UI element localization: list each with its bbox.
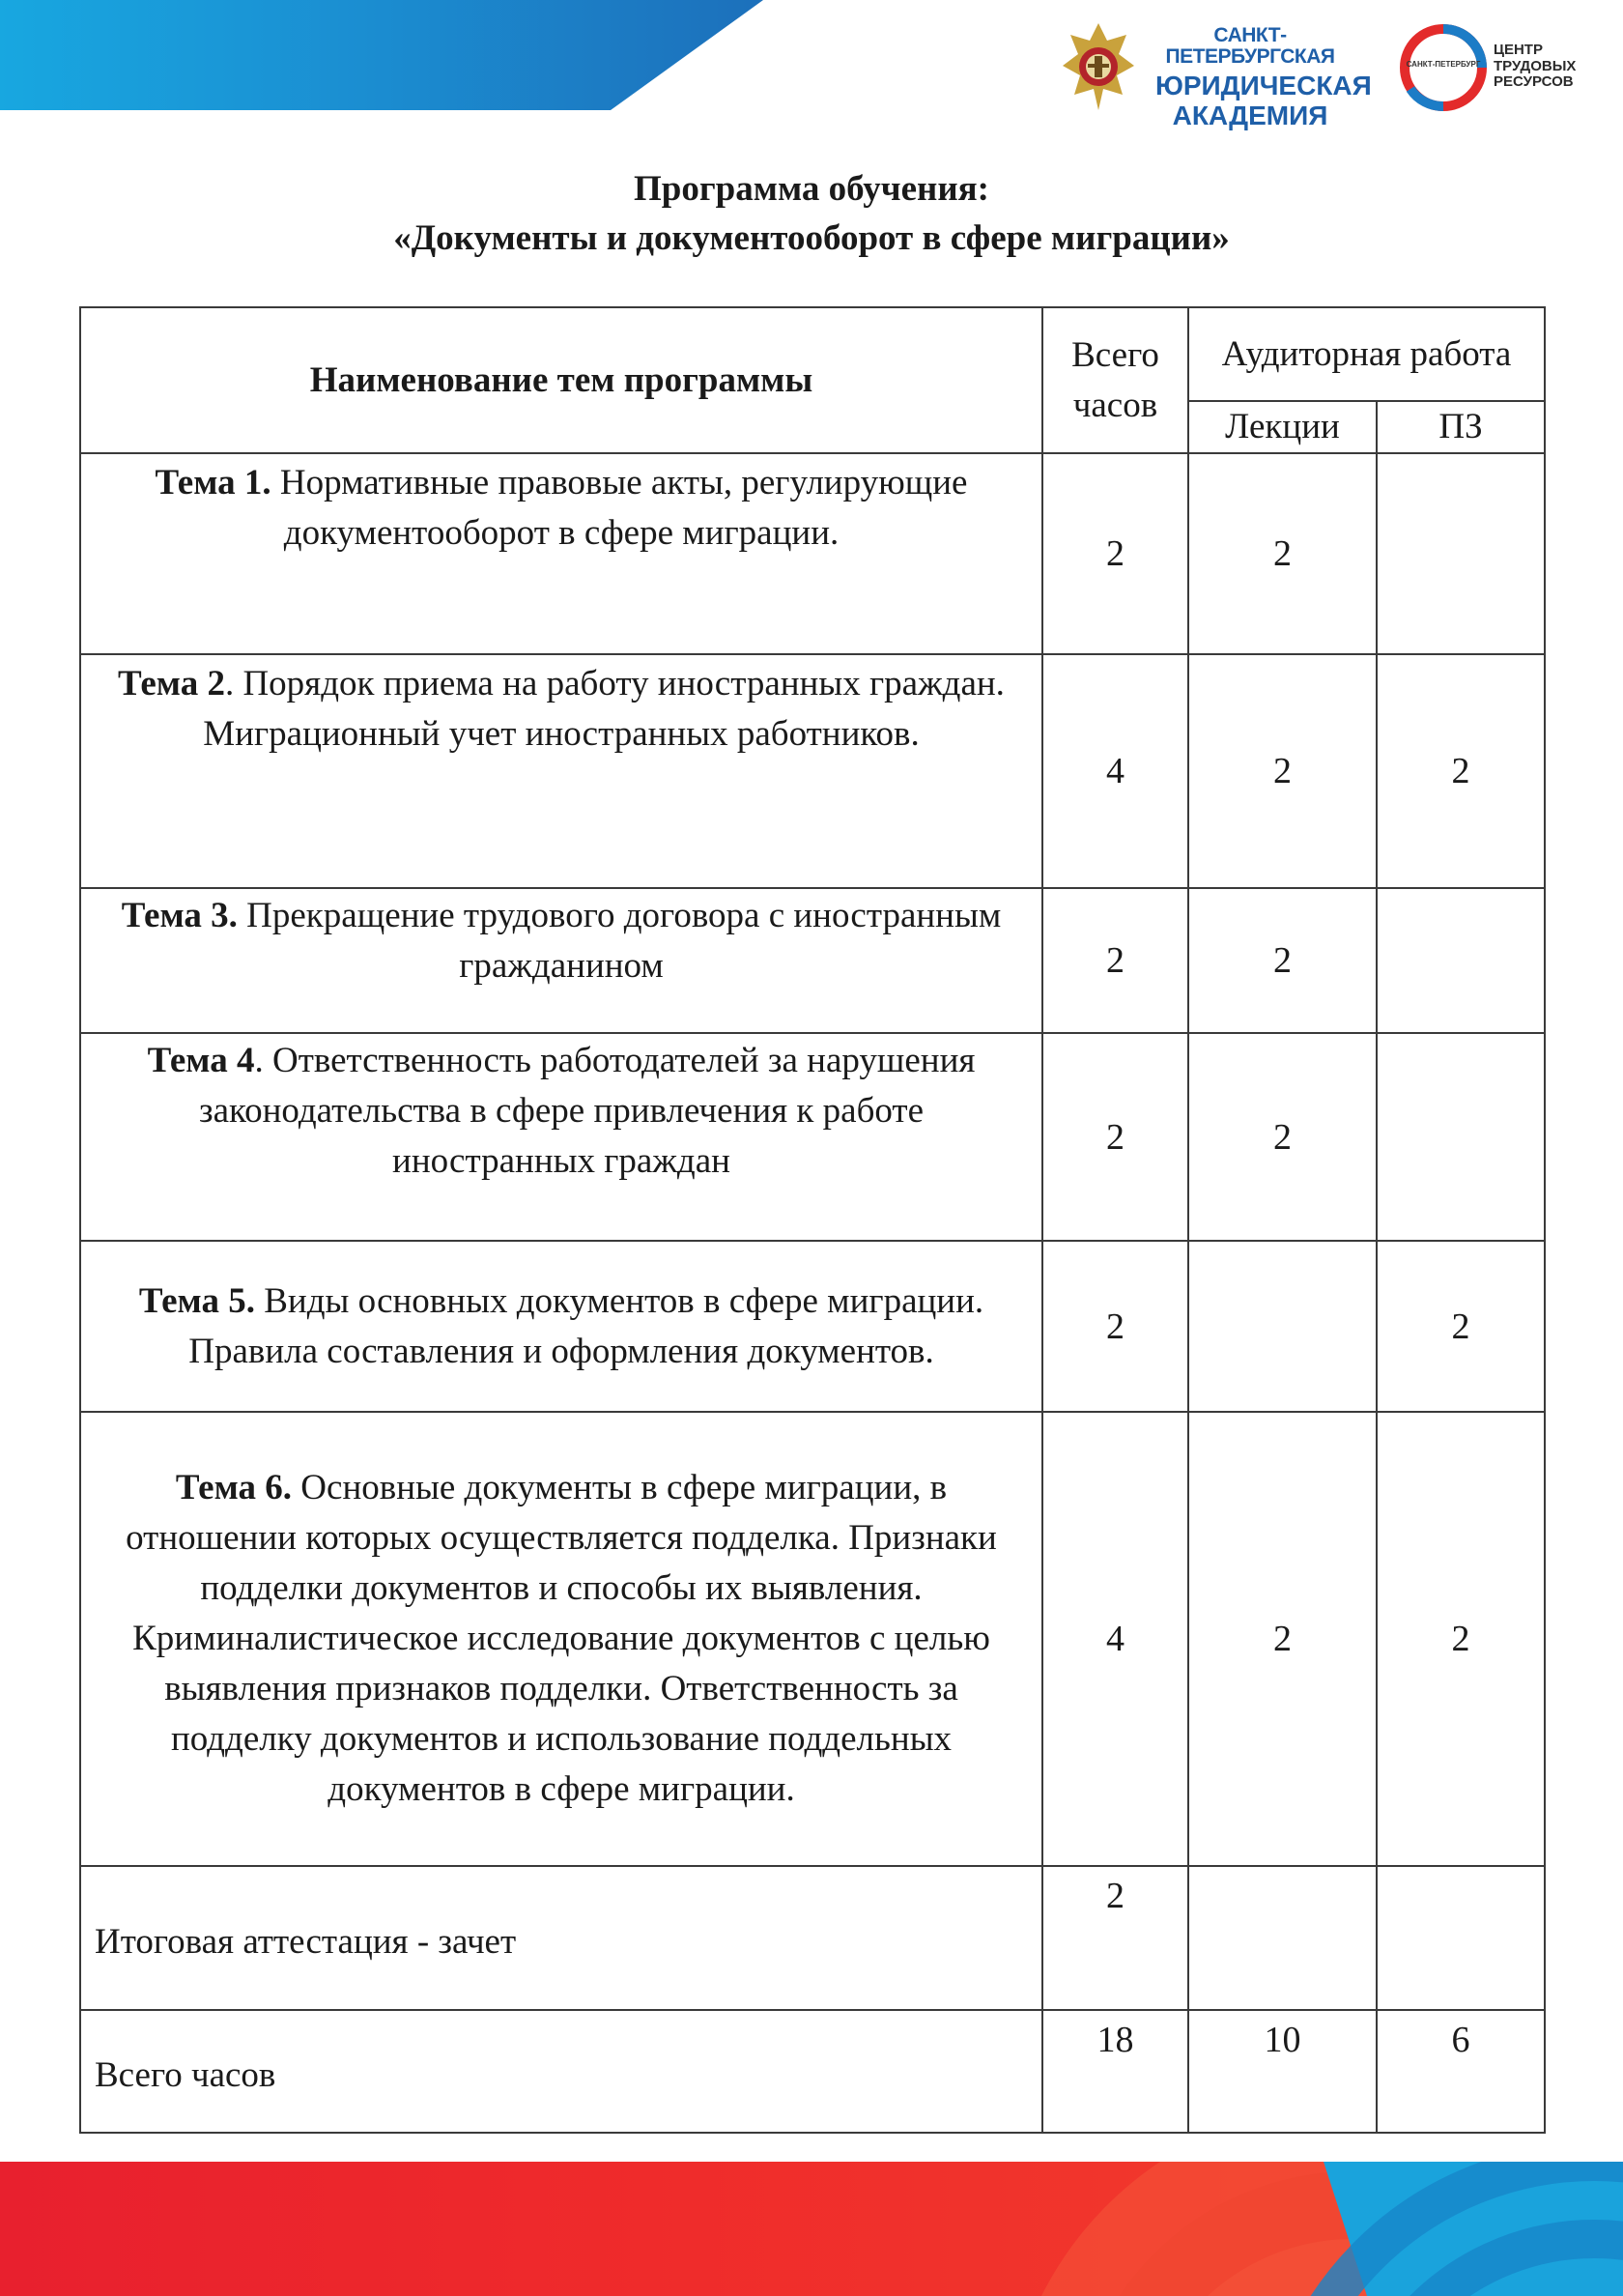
topic-label: Тема 3. (121, 896, 238, 935)
title-line1: Программа обучения: (634, 169, 989, 209)
table-row (80, 453, 1545, 654)
center-logo-text (1494, 43, 1576, 91)
lecture-hours: 2 (1188, 654, 1377, 888)
top-blue-band (0, 0, 763, 110)
header-name: Наименование тем программы (80, 307, 1042, 453)
pz-hours: 6 (1377, 2010, 1545, 2133)
topic-text-2: Миграционный учет иностранных работников. (203, 714, 920, 754)
lecture-hours (1188, 1866, 1377, 2010)
total-hours: 2 (1042, 1866, 1188, 2010)
topic-label: Тема 6. (175, 1468, 293, 1507)
program-table (79, 306, 1546, 2134)
topic-label: Тема 2 (118, 664, 225, 703)
title-line2: «Документы и документооборот в сфере миграции» (393, 218, 1230, 258)
topic-text: . Порядок приема на работу иностранных граждан. (224, 664, 1005, 703)
academy-emblem-icon (1061, 21, 1136, 114)
total-hours: 4 (1042, 654, 1188, 888)
center-line3: РЕСУРСОВ (1494, 73, 1574, 90)
topic-cell (80, 1241, 1042, 1412)
table-header-row (80, 307, 1545, 401)
table-row-summary (80, 2010, 1545, 2133)
summary-label: Всего часов (80, 2010, 1042, 2133)
header-pz: ПЗ (1377, 401, 1545, 453)
academy-logo-text (1155, 24, 1372, 131)
header-aud: Аудиторная работа (1188, 307, 1545, 401)
topic-text: Основные документы в сфере миграции, в отношении которых осуществляется подделка. Признаки подделки документов и способы их выявления. Криминалистическое исследование документов с целью выявления признаков подделки. Ответственность за подделку документов и использование поддельных документов в сфере миграции. (126, 1468, 997, 1809)
lecture-hours: 2 (1188, 1033, 1377, 1241)
total-hours: 2 (1042, 453, 1188, 654)
topic-text: Прекращение трудового договора с иностранным гражданином (237, 896, 1002, 986)
lecture-hours: 2 (1188, 1412, 1377, 1866)
center-line1: ЦЕНТР (1494, 42, 1543, 58)
total-hours: 2 (1042, 1241, 1188, 1412)
pz-hours: 2 (1377, 1241, 1545, 1412)
total-hours: 18 (1042, 2010, 1188, 2133)
table-row (80, 1033, 1545, 1241)
center-line2: ТРУДОВЫХ (1494, 57, 1577, 74)
table-row (80, 654, 1545, 888)
table-row (80, 1241, 1545, 1412)
lecture-hours: 2 (1188, 453, 1377, 654)
topic-cell (80, 1033, 1042, 1241)
topic-cell (80, 1412, 1042, 1866)
lecture-hours (1188, 1241, 1377, 1412)
header-lectures: Лекции (1188, 401, 1377, 453)
topic-label: Тема 1. (155, 463, 271, 502)
pz-hours (1377, 1033, 1545, 1241)
topic-text: Нормативные правовые акты, регулирующие документооборот в сфере миграции. (270, 463, 968, 553)
table-row (80, 1412, 1545, 1866)
total-hours: 2 (1042, 888, 1188, 1033)
table-row (80, 888, 1545, 1033)
academy-line2: ЮРИДИЧЕСКАЯ (1155, 71, 1372, 101)
table-row-final (80, 1866, 1545, 2010)
bottom-arcs-decor (0, 2162, 1623, 2296)
header-total: Всего часов (1042, 307, 1188, 453)
total-hours: 2 (1042, 1033, 1188, 1241)
topic-cell (80, 888, 1042, 1033)
topic-label: Тема 5. (138, 1280, 255, 1321)
bottom-decor-band (0, 2162, 1623, 2296)
academy-line1: САНКТ-ПЕТЕРБУРГСКАЯ (1165, 24, 1335, 69)
pz-hours (1377, 1866, 1545, 2010)
topic-label: Тема 4 (147, 1041, 255, 1080)
center-ring-text: САНКТ-ПЕТЕРБУРГ (1406, 60, 1481, 69)
final-label: Итоговая аттестация - зачет (80, 1866, 1042, 2010)
lecture-hours: 2 (1188, 888, 1377, 1033)
topic-text: . Ответственность работодателей за нарушения законодательства в сфере привлечения к работе иностранных граждан (198, 1041, 976, 1181)
topic-cell (80, 453, 1042, 654)
total-hours: 4 (1042, 1412, 1188, 1866)
pz-hours: 2 (1377, 654, 1545, 888)
lecture-hours: 10 (1188, 2010, 1377, 2133)
academy-line3: АКАДЕМИЯ (1172, 100, 1328, 131)
topic-cell (80, 654, 1042, 888)
pz-hours: 2 (1377, 1412, 1545, 1866)
page-title (0, 164, 1623, 263)
pz-hours (1377, 453, 1545, 654)
topic-text: Виды основных документов в сфере миграции. Правила составления и оформления документов. (188, 1280, 984, 1371)
pz-hours (1377, 888, 1545, 1033)
